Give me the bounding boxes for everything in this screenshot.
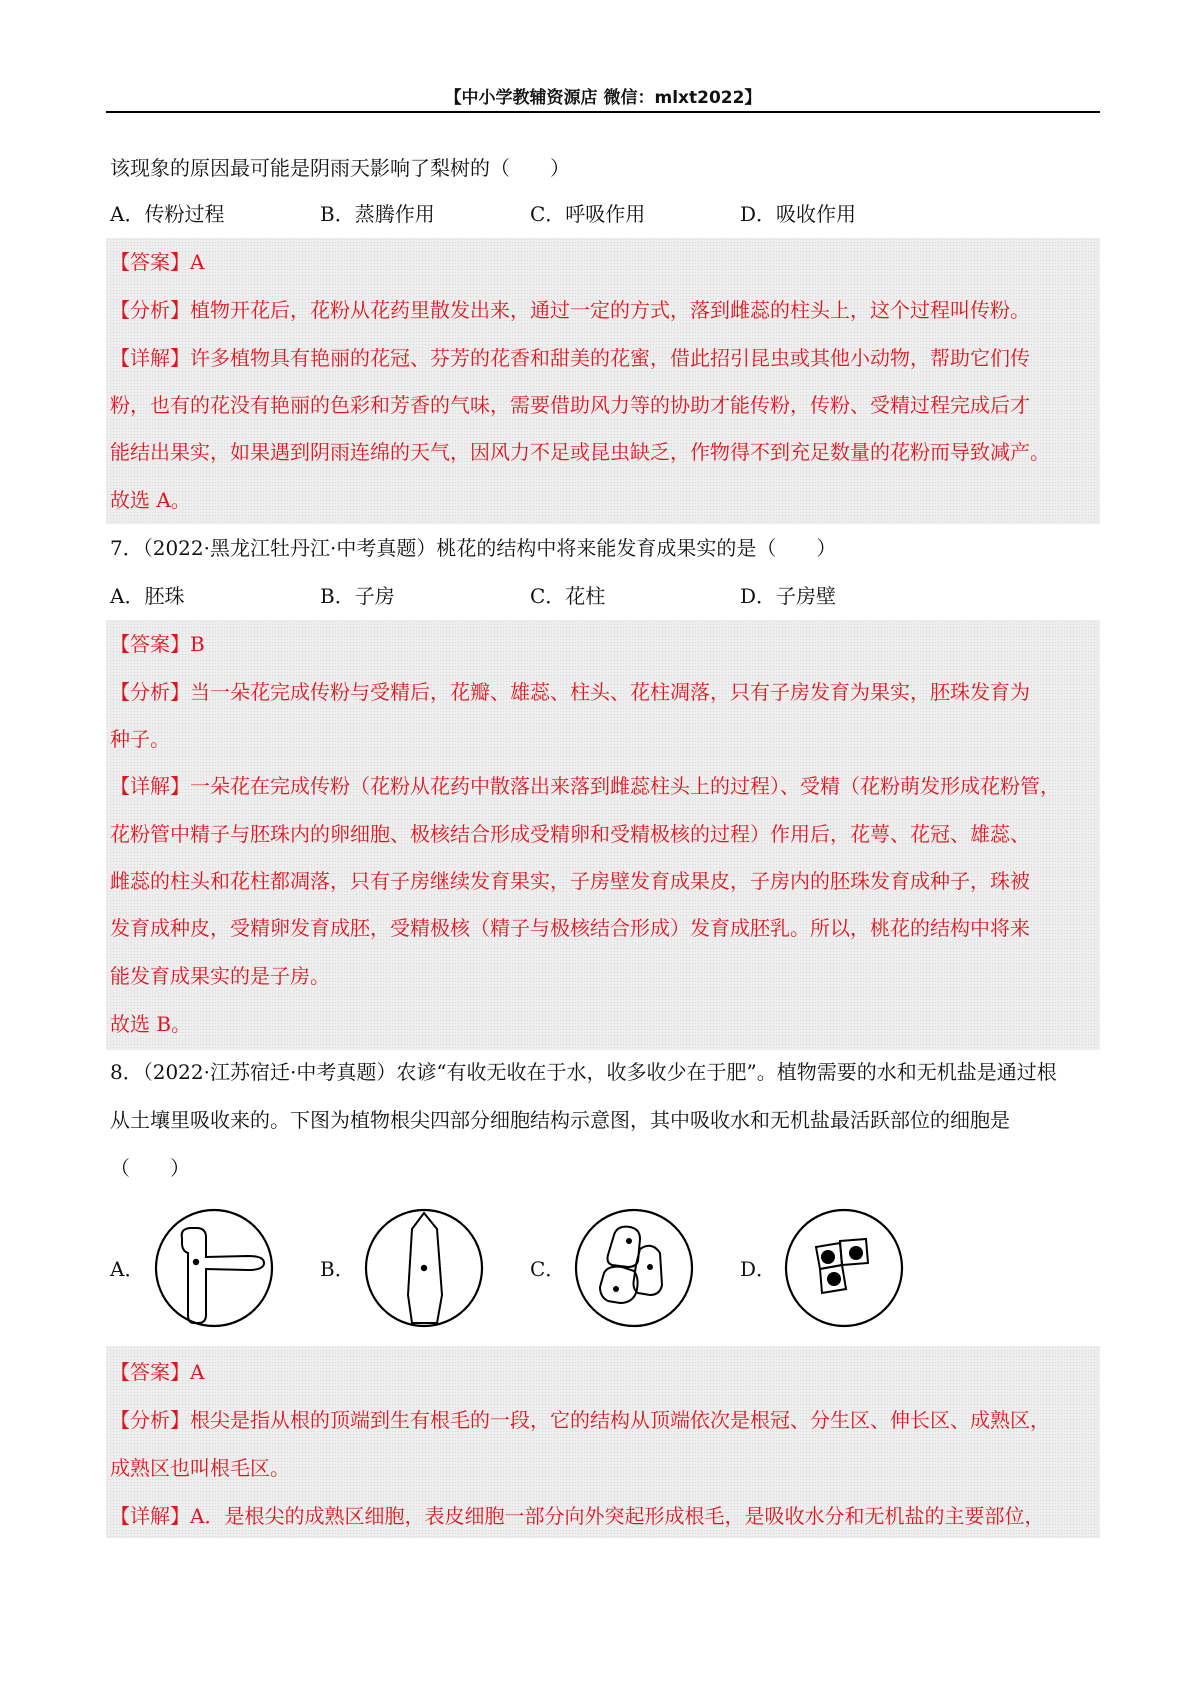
header-divider xyxy=(106,111,1100,113)
q7-option-d: D．子房壁 xyxy=(740,584,837,608)
q6-option-a: A．传粉过程 xyxy=(110,202,225,226)
figure-label-b: B． xyxy=(320,1257,355,1281)
q8-analysis-line: 成熟区也叫根毛区。 xyxy=(110,1456,290,1480)
q7-detail-line: 能发育成果实的是子房。 xyxy=(110,964,330,988)
q7-option-c: C．花柱 xyxy=(530,584,606,608)
q6-option-d: D．吸收作用 xyxy=(740,202,857,226)
q7-detail-line: 发育成种皮，受精卵发育成胚，受精极核（精子与极核结合形成）发育成胚乳。所以，桃花的结构中将来 xyxy=(110,916,1030,940)
root-cell-figures xyxy=(110,1205,1010,1335)
q6-conclusion: 故选 A。 xyxy=(110,488,191,512)
q8-answer: 【答案】A xyxy=(110,1360,205,1384)
q7-option-a: A．胚珠 xyxy=(110,584,185,608)
q8-analysis-line: 【分析】根尖是指从根的顶端到生有根毛的一段，它的结构从顶端依次是根冠、分生区、伸长区、成熟区， xyxy=(110,1408,1050,1432)
root-cap-cell-figure xyxy=(780,1205,910,1335)
q6-options xyxy=(110,200,1010,228)
q7-option-b: B．子房 xyxy=(320,584,395,608)
q7-detail-line: 雌蕊的柱头和花柱都凋落，只有子房继续发育果实，子房壁发育成果皮，子房内的胚珠发育成种子，珠被 xyxy=(110,869,1030,893)
q6-detail-line: 能结出果实，如果遇到阴雨连绵的天气，因风力不足或昆虫缺乏，作物得不到充足数量的花粉而导致减产。 xyxy=(110,440,1050,464)
root-hair-cell-figure xyxy=(150,1205,280,1335)
q7-stem: 7．（2022·黑龙江牡丹江·中考真题）桃花的结构中将来能发育成果实的是（ ） xyxy=(110,536,837,560)
q6-detail-line: 【详解】许多植物具有艳丽的花冠、芬芳的花香和甜美的花蜜，借此招引昆虫或其他小动物，帮助它们传 xyxy=(110,346,1030,370)
q6-solution-box xyxy=(106,238,1100,524)
q8-stem-line: （ ） xyxy=(110,1156,190,1180)
q6-analysis: 【分析】植物开花后，花粉从花药里散发出来，通过一定的方式，落到雌蕊的柱头上，这个过程叫传粉。 xyxy=(110,298,1030,322)
q8-stem-line: 8．（2022·江苏宿迁·中考真题）农谚“有收无收在于水，收多收少在于肥”。植物需要的水和无机盐是通过根 xyxy=(110,1060,1057,1084)
q8-stem-line: 从土壤里吸收来的。下图为植物根尖四部分细胞结构示意图，其中吸收水和无机盐最活跃部位的细胞是 xyxy=(110,1108,1010,1132)
q7-answer: 【答案】B xyxy=(110,632,205,656)
q6-option-b: B．蒸腾作用 xyxy=(320,202,435,226)
page-header: 【中小学教辅资源店 微信：mlxt2022】 xyxy=(444,88,762,108)
q7-detail-line: 【详解】一朵花在完成传粉（花粉从花药中散落出来落到雌蕊柱头上的过程）、受精（花粉萌发形成花粉管， xyxy=(110,774,1060,798)
q7-options xyxy=(110,582,1010,610)
figure-label-c: C． xyxy=(530,1257,566,1281)
q7-analysis-line: 种子。 xyxy=(110,727,170,751)
figure-label-a: A． xyxy=(110,1257,145,1281)
q6-answer: 【答案】A xyxy=(110,250,205,274)
q7-detail-line: 花粉管中精子与胚珠内的卵细胞、极核结合形成受精卵和受精极核的过程）作用后，花萼、花冠、雄蕊、 xyxy=(110,822,1030,846)
q6-detail-line: 粉，也有的花没有艳丽的色彩和芳香的气味，需要借助风力等的协助才能传粉，传粉、受精过程完成后才 xyxy=(110,393,1030,417)
meristem-cell-figure xyxy=(570,1205,700,1335)
q7-conclusion: 故选 B。 xyxy=(110,1012,192,1036)
q6-stem: 该现象的原因最可能是阴雨天影响了梨树的（ ） xyxy=(110,156,570,180)
q6-option-c: C．呼吸作用 xyxy=(530,202,646,226)
q8-detail-line: 【详解】A．是根尖的成熟区细胞，表皮细胞一部分向外突起形成根毛，是吸收水分和无机盐的主要部位， xyxy=(110,1504,1045,1528)
q7-analysis-line: 【分析】当一朵花完成传粉与受精后，花瓣、雄蕊、柱头、花柱凋落，只有子房发育为果实，胚珠发育为 xyxy=(110,680,1030,704)
elongation-cell-figure xyxy=(360,1205,490,1335)
figure-label-d: D． xyxy=(740,1257,777,1281)
